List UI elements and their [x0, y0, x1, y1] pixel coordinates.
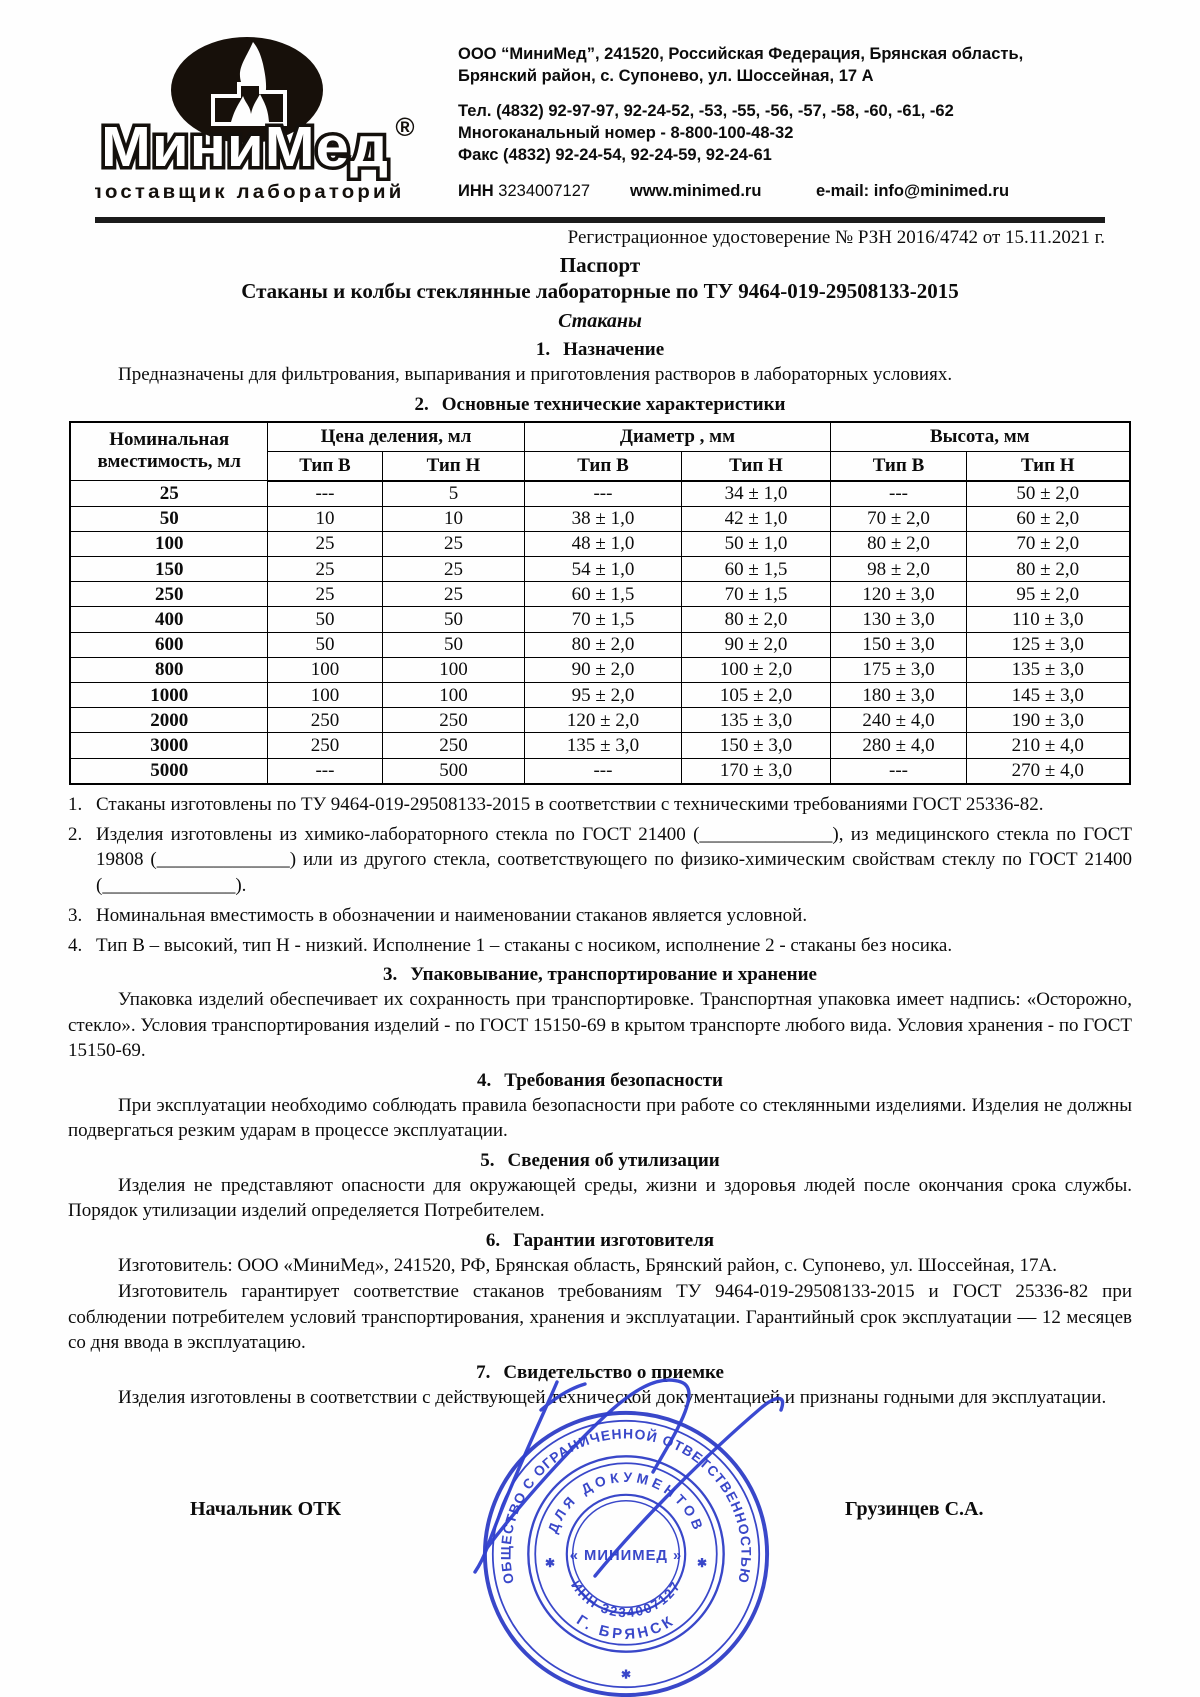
table-cell: 70 ± 2,0 [967, 531, 1130, 556]
table-cell: 25 [70, 481, 267, 507]
table-cell: 42 ± 1,0 [681, 506, 830, 531]
table-cell: 150 [70, 557, 267, 582]
section-title: Требования безопасности [504, 1069, 723, 1091]
table-cell: 100 [382, 683, 524, 708]
doc-title: Паспорт [559, 253, 641, 277]
table-header-cell: Тип В [267, 451, 382, 481]
section-number: 5. [480, 1149, 495, 1171]
company-logo [95, 34, 420, 210]
table-cell: 25 [267, 582, 382, 607]
table-row [70, 758, 1129, 784]
table-cell: --- [831, 758, 967, 784]
table-cell: 175 ± 3,0 [831, 657, 967, 682]
section-title: Сведения об утилизации [507, 1149, 720, 1171]
inn-label: ИНН [458, 181, 494, 200]
table-cell: 50 [267, 607, 382, 632]
stamp-city-text: Г. БРЯНСК [573, 1612, 679, 1644]
section-3-paragraph: Упаковка изделий обеспечивает их сохранность при транспортировке. Транспортная упаковка имеет надпись: «Осторожно, стекло». Условия транспортирования изделий - по ГОСТ 15150-69 в крытом транспорте любого вида. Условия хранения - по ГОСТ 15150-69. [68, 989, 1132, 1062]
table-cell: 50 [267, 632, 382, 657]
table-cell: 600 [70, 632, 267, 657]
registration-line: Регистрационное удостоверение № РЗН 2016/4742 от 15.11.2021 г. [567, 227, 1105, 248]
table-cell: 135 ± 3,0 [524, 733, 681, 758]
table-cell: 25 [267, 557, 382, 582]
table-row [70, 607, 1129, 632]
section-7-paragraph: Изделия изготовлены в соответствии с действующей технической документацией и признаны годными для эксплуатации. [118, 1386, 1107, 1408]
note-text: Тип В – высокий, тип Н - низкий. Исполнение 1 – стаканы с носиком, исполнение 2 - стаканы без носика. [96, 934, 953, 956]
minimed-logo-icon [95, 34, 420, 205]
table-cell: 10 [267, 506, 382, 531]
brand-text: МиниМед [101, 115, 389, 179]
table-header-cell: Цена деления, мл [267, 422, 524, 452]
section-6-paragraph-2: Изготовитель гарантирует соответствие стаканов требованиям ТУ 9464-019-29508133-2015 и ГОСТ 25336-82 при соблюдении потребителем условий транспортирования, хранения и эксплуатации. Гарантийный срок эксплуатации — 12 месяцев со дня ввода в эксплуатацию. [68, 1281, 1132, 1354]
stamp-star-icon: ✱ [697, 1555, 707, 1570]
section-number: 6. [485, 1229, 501, 1251]
stamp-outer-text: ОБЩЕСТВО С ОГРАНИЧЕННОЙ ОТВЕТСТВЕННОСТЬЮ [497, 1425, 755, 1586]
phone-line: Тел. (4832) 92-97-97, 92-24-52, -53, -55, -56, -57, -58, -60, -61, -62 [458, 101, 954, 120]
address-line: ООО “МиниМед”, 241520, Российская Федерация, Брянская область, [458, 45, 1024, 63]
stamp-star-icon: ✱ [545, 1555, 555, 1570]
table-header-cell: Тип Н [967, 451, 1130, 481]
section-number: 2. [414, 393, 429, 415]
table-cell: --- [524, 481, 681, 507]
table-cell: 800 [70, 657, 267, 682]
table-cell: 25 [382, 557, 524, 582]
product-name: Стаканы [558, 310, 642, 332]
section-1-heading [0, 339, 1200, 361]
table-cell: 135 ± 3,0 [967, 657, 1130, 682]
table-cell: --- [524, 758, 681, 784]
table-cell: 500 [382, 758, 524, 784]
spec-table [69, 421, 1130, 785]
table-row [70, 557, 1129, 582]
table-cell: 54 ± 1,0 [524, 557, 681, 582]
table-cell: 10 [382, 506, 524, 531]
table-cell: 180 ± 3,0 [831, 683, 967, 708]
table-row [70, 582, 1129, 607]
table-cell: 95 ± 2,0 [524, 683, 681, 708]
stamp-center-text: « МИНИМЕД » [569, 1547, 683, 1564]
notes-list [68, 792, 1132, 959]
table-header-cell: Тип Н [382, 451, 524, 481]
section-title: Гарантии изготовителя [513, 1229, 715, 1251]
section-number: 7. [476, 1361, 491, 1383]
note-number: 4. [68, 934, 83, 956]
table-cell: 250 [382, 733, 524, 758]
table-cell: 34 ± 1,0 [681, 481, 830, 507]
table-cell: 80 ± 2,0 [967, 557, 1130, 582]
table-row [70, 506, 1129, 531]
address-line: Брянский район, с. Супонево, ул. Шоссейная, 17 А [458, 66, 874, 85]
section-title: Свидетельство о приемке [503, 1361, 724, 1383]
table-cell: 190 ± 3,0 [967, 708, 1130, 733]
company-contacts [458, 34, 1023, 210]
email-link[interactable]: e-mail: info@minimed.ru [816, 181, 1010, 200]
table-cell: --- [267, 758, 382, 784]
table-cell: 250 [267, 708, 382, 733]
table-cell: 120 ± 2,0 [524, 708, 681, 733]
inn-row [458, 181, 1023, 203]
table-row [70, 481, 1129, 507]
table-cell: 80 ± 2,0 [524, 632, 681, 657]
table-row [70, 657, 1129, 682]
table-cell: --- [267, 481, 382, 507]
table-cell: 210 ± 4,0 [967, 733, 1130, 758]
table-cell: 95 ± 2,0 [967, 582, 1130, 607]
website-link[interactable]: www.minimed.ru [630, 181, 762, 200]
table-cell: 135 ± 3,0 [681, 708, 830, 733]
note-item [68, 822, 1132, 899]
note-item [68, 933, 1132, 959]
section-5-paragraph: Изделия не представляют опасности для окружающей среды, жизни и здоровья людей после окончания срока службы. Порядок утилизации изделий определяется Потребителем. [68, 1174, 1132, 1222]
table-cell: 90 ± 2,0 [681, 632, 830, 657]
section-6-paragraph-1: Изготовитель: ООО «МиниМед», 241520, РФ, Брянская область, Брянский район, с. Супонево, ул. Шоссейная, 17А. [118, 1254, 1057, 1276]
table-cell: 70 ± 1,5 [524, 607, 681, 632]
table-cell: 110 ± 3,0 [967, 607, 1130, 632]
stamp-inn-text: ИНН 3234007127 [568, 1577, 684, 1621]
table-cell: 100 [70, 531, 267, 556]
table-cell: 280 ± 4,0 [831, 733, 967, 758]
table-cell: 50 ± 2,0 [967, 481, 1130, 507]
header-divider [95, 217, 1105, 223]
section-6-heading [0, 1230, 1200, 1252]
table-header-cell: Тип В [524, 451, 681, 481]
table-cell: 25 [267, 531, 382, 556]
table-cell: --- [831, 481, 967, 507]
note-text: Номинальная вместимость в обозначении и наименовании стаканов является условной. [96, 904, 808, 926]
table-cell: 145 ± 3,0 [967, 683, 1130, 708]
section-1-paragraph: Предназначены для фильтрования, выпаривания и приготовления растворов в лабораторных условиях. [118, 364, 953, 385]
table-cell: 80 ± 2,0 [681, 607, 830, 632]
doc-subtitle: Стаканы и колбы стеклянные лабораторные по ТУ 9464-019-29508133-2015 [241, 279, 959, 303]
table-cell: 130 ± 3,0 [831, 607, 967, 632]
fax-line: Факс (4832) 92-24-54, 92-24-59, 92-24-61 [458, 145, 772, 164]
table-header-cell: Высота, мм [831, 422, 1130, 452]
table-cell: 100 [267, 683, 382, 708]
section-4-heading [0, 1070, 1200, 1092]
table-cell: 60 ± 2,0 [967, 506, 1130, 531]
table-cell: 1000 [70, 683, 267, 708]
phone-line: Многоканальный номер - 8-800-100-48-32 [458, 123, 794, 142]
table-cell: 150 ± 3,0 [681, 733, 830, 758]
table-cell: 50 [382, 607, 524, 632]
table-cell: 100 [382, 657, 524, 682]
table-cell: 105 ± 2,0 [681, 683, 830, 708]
note-item [68, 903, 1132, 929]
table-cell: 270 ± 4,0 [967, 758, 1130, 784]
inn-value: 3234007127 [498, 181, 591, 200]
table-header-cell: Диаметр , мм [524, 422, 830, 452]
note-text: Стаканы изготовлены по ТУ 9464-019-29508133-2015 в соответствии с техническими требованиями ГОСТ 25336-82. [96, 793, 1044, 815]
table-cell: 150 ± 3,0 [831, 632, 967, 657]
table-cell: 50 ± 1,0 [681, 531, 830, 556]
table-cell: 80 ± 2,0 [831, 531, 967, 556]
table-cell: 400 [70, 607, 267, 632]
note-item [68, 792, 1132, 818]
table-cell: 5 [382, 481, 524, 507]
table-cell: 50 [70, 506, 267, 531]
table-header-cell: Тип В [831, 451, 967, 481]
section-2-heading [0, 394, 1200, 416]
table-cell: 170 ± 3,0 [681, 758, 830, 784]
stamp-ring-top-text: ДЛЯ ДОКУМЕНТОВ [544, 1468, 708, 1536]
inn [458, 181, 630, 203]
table-cell: 250 [382, 708, 524, 733]
signoff-position-label: Начальник ОТК [190, 1498, 341, 1520]
section-3-heading [0, 964, 1200, 986]
section-5-heading [0, 1150, 1200, 1172]
table-cell: 60 ± 1,5 [681, 557, 830, 582]
note-number: 3. [68, 904, 83, 926]
registered-mark-icon: ® [395, 112, 415, 142]
section-title: Назначение [563, 339, 665, 360]
table-cell: 90 ± 2,0 [524, 657, 681, 682]
table-cell: 25 [382, 531, 524, 556]
table-cell: 100 ± 2,0 [681, 657, 830, 682]
table-cell: 38 ± 1,0 [524, 506, 681, 531]
table-row [70, 683, 1129, 708]
table-cell: 25 [382, 582, 524, 607]
table-cell: 2000 [70, 708, 267, 733]
table-cell: 98 ± 2,0 [831, 557, 967, 582]
table-row [70, 708, 1129, 733]
section-number: 1. [535, 339, 551, 360]
table-cell: 70 ± 1,5 [681, 582, 830, 607]
table-row [70, 531, 1129, 556]
note-text: Изделия изготовлены из химико-лабораторного стекла по ГОСТ 21400 (______________), из медицинского стекла по ГОСТ 19808 (______________) или из другого стекла, соответствующего по физико-химическим свойствам стеклу по ГОСТ 21400 (______________). [96, 823, 1132, 896]
section-number: 3. [383, 964, 398, 986]
table-cell: 100 [267, 657, 382, 682]
signoff-person-label: Грузинцев С.А. [845, 1498, 984, 1520]
table-row [70, 632, 1129, 657]
table-cell: 60 ± 1,5 [524, 582, 681, 607]
stamp-star-icon: ✱ [621, 1667, 631, 1682]
section-4-paragraph: При эксплуатации необходимо соблюдать правила безопасности при работе со стеклянными изделиями. Изделия не должны подвергаться резким ударам в процессе эксплуатации. [68, 1094, 1132, 1142]
table-cell: 48 ± 1,0 [524, 531, 681, 556]
table-cell: 50 [382, 632, 524, 657]
table-cell: 120 ± 3,0 [831, 582, 967, 607]
logo-tagline: поставщик лабораторий [95, 182, 405, 203]
table-cell: 3000 [70, 733, 267, 758]
section-title: Упаковывание, транспортирование и хранение [410, 964, 817, 986]
note-number: 1. [68, 793, 83, 815]
note-number: 2. [68, 823, 83, 845]
table-cell: 240 ± 4,0 [831, 708, 967, 733]
table-header-cell: Номинальная вместимость, мл [70, 422, 267, 481]
table-cell: 250 [267, 733, 382, 758]
table-header-cell: Тип Н [681, 451, 830, 481]
section-number: 4. [477, 1069, 492, 1091]
table-cell: 125 ± 3,0 [967, 632, 1130, 657]
table-cell: 70 ± 2,0 [831, 506, 967, 531]
signature-icon [445, 1350, 915, 1612]
table-header-row [70, 422, 1129, 452]
header [0, 0, 1200, 210]
table-cell: 5000 [70, 758, 267, 784]
table-cell: 250 [70, 582, 267, 607]
section-title: Основные технические характеристики [441, 393, 786, 415]
table-row [70, 733, 1129, 758]
